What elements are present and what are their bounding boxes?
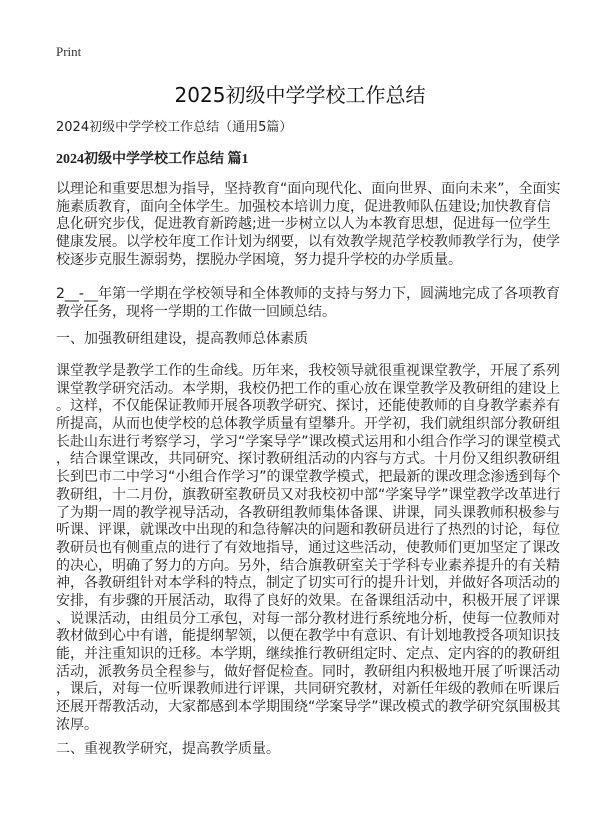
text-line: 2__-__年第一学期在学校领导和全体教师的支持与努力下，圆满地完成了各项教育 xyxy=(56,286,560,302)
text-line: 息化研究步伐，促进教育新跨越;进一步树立以人为本教育思想，促进每一位学生 xyxy=(56,216,551,233)
text-line: 安排，有步骤的开展活动，取得了良好的效果。在备课组活动中，积极开展了评课 xyxy=(56,592,560,609)
section-heading: 2024初级中学学校工作总结 篇1 xyxy=(56,152,249,167)
paragraph-intro xyxy=(56,181,576,269)
subheading-teaching-groups xyxy=(56,331,576,349)
text-line: 还展开帮教活动，大家都感到本学期围绕“学案导学”课改模式的教学研究氛围极其 xyxy=(56,699,561,716)
text-line: 课堂教学研究活动。本学期，我校仍把工作的重心放在课堂教学及教研组的建设上 xyxy=(56,380,560,397)
text-line: 、说课活动，由组员分工承包，对每一部分教材进行系统地分析，使每一位教师对 xyxy=(56,610,560,627)
text-line: 施素质教育，面向全体学生。加强校本培训力度，促进教师队伍建设;加快教育信 xyxy=(56,198,551,215)
paragraph-classroom-teaching xyxy=(56,363,576,734)
text-line: 听课、评课，就课改中出现的和急待解决的问题和教研员进行了热烈的讨论，每位 xyxy=(56,522,560,539)
text-line: 能，并注重知识的迁移。本学期，继续推行教研组定时、定点、定内容的的教研组 xyxy=(56,646,560,662)
text-line: 神，各教研组针对本学科的特点，制定了切实可行的提升计划，并做好各项活动的 xyxy=(56,575,560,592)
text-line: 以理论和重要思想为指导，坚持教育“面向现代化、面向世界、面向未来”，全面实 xyxy=(56,181,561,197)
document-title: 2025初级中学学校工作总结 xyxy=(174,83,426,107)
text-line: 健康发展。以学校年度工作计划为纲要，以有效教学规范学校教师教学行为，使学 xyxy=(56,234,560,251)
text-line: 教研员也有侧重点的进行了有效地指导，通过这些活动，使教师们更加坚定了课改 xyxy=(56,539,560,556)
text-line: 长赴山东进行考察学习，学习“学案导学”课改模式运用和小组合作学习的课堂模式 xyxy=(56,433,561,450)
document-subtitle: 2024初级中学学校工作总结（通用5篇） xyxy=(56,120,293,135)
text-line: 所提高，从而也使学校的总体教学质量有望攀升。开学初，我们就组织部分教研组 xyxy=(56,416,560,433)
text-line: 活动，派教务员全程参与，做好督促检查。同时，教研组内积极地开展了听课活动 xyxy=(56,663,560,680)
text-line: 教研组，十二月份，旗教研室教研员又对我校初中部“学案导学”课堂教学改革进行 xyxy=(56,486,561,503)
text-line: 的决心，明确了努力的方向。另外，结合旗教研室关于学科专业素养提升的有关精 xyxy=(56,557,560,574)
text-line: 二、重视教学研究，提高教学质量。 xyxy=(56,741,280,757)
text-line: 了为期一周的教学视导活动，各教研组教师集体备课、讲课，同头课教师积极参与 xyxy=(56,504,560,521)
text-line: 。这样，不仅能保证教师开展各项教学研究、探讨，还能使教师的自身教学素养有 xyxy=(56,398,560,415)
text-line: 长到巴市二中学习“小组合作学习”的课堂教学模式，把最新的课改理念渗透到每个 xyxy=(56,469,561,486)
text-line: 校逐步克服生源弱势，摆脱办学困境，努力提升学校的办学质量。 xyxy=(56,251,462,268)
text-line: ，课后，对每一位听课教师进行评课，共同研究教材，对新任年级的教师在听课后 xyxy=(56,681,560,698)
paragraph-semester xyxy=(56,286,576,321)
text-line: 教材做到心中有谱，能提纲挈领，以便在教学中有意识、有计划地教授各项知识技 xyxy=(56,628,560,645)
text-line: 教学任务，现将一学期的工作做一回顾总结。 xyxy=(56,303,336,320)
text-line: ，结合课堂课改，共同研究、探讨教研组活动的内容与方式。十月份又组织教研组 xyxy=(56,451,560,468)
text-line: 课堂教学是教学工作的生命线。历年来，我校领导就很重视课堂教学，开展了系列 xyxy=(56,363,560,379)
subheading-teaching-research xyxy=(56,741,576,759)
text-line: 一、加强教研组建设，提高教师总体素质 xyxy=(56,331,308,347)
text-line: 浓厚。 xyxy=(56,716,98,733)
print-link[interactable]: Print xyxy=(56,44,82,59)
